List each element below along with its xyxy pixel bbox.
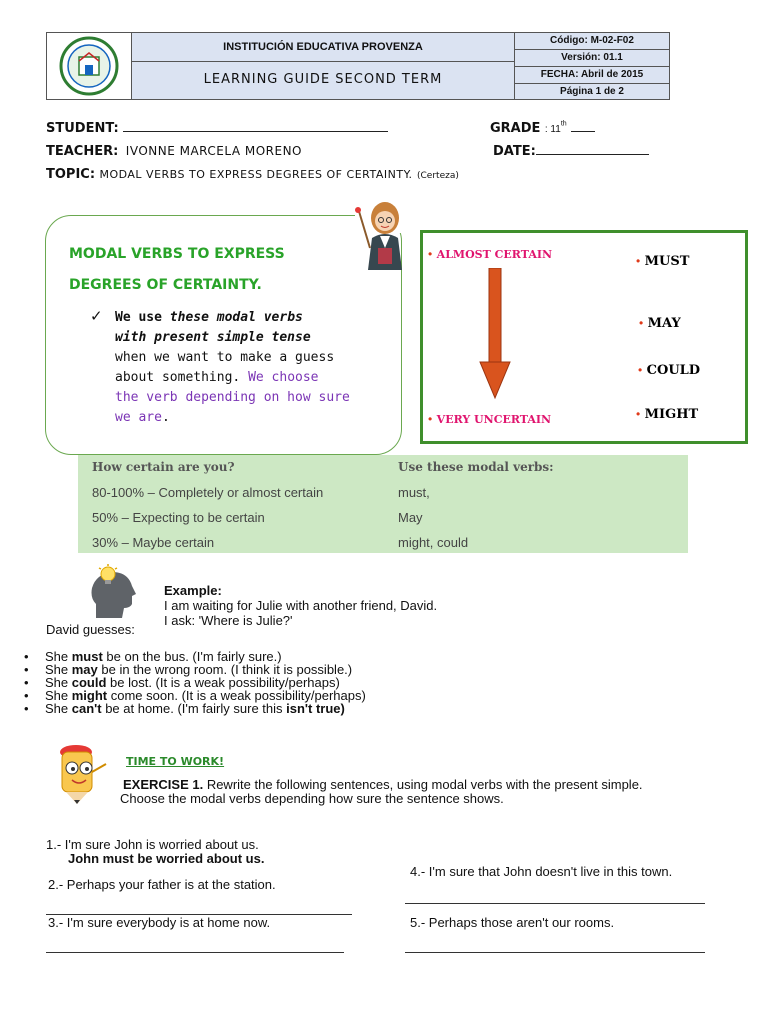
- item-tail: isn't true): [286, 701, 345, 716]
- item-verb: can't: [71, 701, 102, 716]
- very-uncertain-text: VERY UNCERTAIN: [436, 413, 552, 426]
- bullet-dot: •: [638, 363, 643, 377]
- exercise-label: EXERCISE 1.: [123, 777, 204, 792]
- bubble-text-2: with present simple tense: [115, 330, 311, 345]
- doc-version: Versión: 01.1: [515, 50, 669, 67]
- teacher-with-pointer-icon: [350, 198, 420, 273]
- question-5: 5.- Perhaps those aren't our rooms.: [410, 915, 615, 930]
- table-row-1-certainty: 80-100% – Completely or almost certain: [92, 485, 324, 500]
- header-table: [46, 32, 670, 100]
- question-1: 1.- I'm sure John is worried about us.: [46, 837, 259, 852]
- grade-field[interactable]: [571, 121, 595, 132]
- teacher-illustration: [350, 198, 420, 273]
- table-row-2-certainty: 50% – Expecting to be certain: [92, 510, 265, 525]
- example-label: Example:: [164, 583, 222, 598]
- item-verb: must: [71, 649, 103, 664]
- student-name-field[interactable]: [123, 121, 388, 132]
- bubble-text-4-purple: We choose: [248, 370, 319, 385]
- bubble-text-3: when we want to make a guess: [115, 350, 335, 365]
- time-to-work-heading: TIME TO WORK!: [126, 755, 225, 768]
- student-label: STUDENT:: [46, 121, 119, 136]
- item-verb: might: [71, 688, 108, 703]
- example-line-2: I ask: 'Where is Julie?': [164, 613, 293, 628]
- question-3: 3.- I'm sure everybody is at home now.: [48, 915, 271, 930]
- date-field[interactable]: [536, 144, 649, 155]
- certainty-table: [78, 455, 688, 553]
- check-icon: ✓: [90, 308, 103, 325]
- doc-code: Código: M-02-F02: [515, 33, 669, 50]
- item-post: be on the bus. (I'm fairly sure.): [102, 649, 282, 664]
- teacher-label: TEACHER:: [46, 144, 119, 159]
- teacher-row: [46, 142, 302, 160]
- very-uncertain-label: [428, 410, 551, 428]
- bubble-title-line1: MODAL VERBS TO EXPRESS: [69, 246, 285, 262]
- bullet-dot: •: [639, 316, 644, 330]
- modal-verb-might: [636, 405, 698, 423]
- question-4: 4.- I'm sure that John doesn't live in this town.: [410, 864, 673, 879]
- school-logo: [47, 33, 132, 99]
- bubble-body: [115, 308, 395, 428]
- table-row-3-verbs: might, could: [398, 535, 469, 550]
- guess-intro: David guesses:: [46, 622, 135, 637]
- item-pre: She: [45, 662, 72, 677]
- verb-might: MIGHT: [644, 407, 699, 422]
- item-pre: She: [45, 688, 72, 703]
- guess-list: [20, 650, 366, 715]
- almost-certain-text: ALMOST CERTAIN: [436, 248, 553, 261]
- item-verb: could: [71, 675, 107, 690]
- almost-certain-label: [428, 245, 552, 263]
- item-post: be lost. (It is a weak possibility/perhaps): [106, 675, 340, 690]
- doc-date: FECHA: Abril de 2015: [515, 67, 669, 84]
- date-label: DATE:: [493, 144, 536, 159]
- student-row: [46, 119, 388, 137]
- modal-verb-may: [639, 314, 681, 332]
- answer-line-3[interactable]: [46, 951, 344, 953]
- answer-1: John must be worried about us.: [68, 851, 265, 866]
- bullet-dot: •: [636, 254, 641, 268]
- exercise-instruction-1: [123, 777, 643, 792]
- item-pre: She: [45, 649, 72, 664]
- bubble-text-6-end: .: [161, 410, 170, 425]
- bubble-text-5: the verb depending on how sure: [115, 390, 350, 405]
- teacher-name: IVONNE MARCELA MORENO: [125, 144, 303, 158]
- modal-verb-must: [636, 252, 689, 270]
- verb-may: MAY: [647, 316, 681, 331]
- item-post: be at home. (I'm fairly sure this: [101, 701, 287, 716]
- list-item: [20, 702, 366, 715]
- answer-line-5[interactable]: [405, 951, 705, 953]
- bullet-dot: •: [428, 247, 433, 261]
- date-row: [493, 142, 649, 160]
- bubble-title-line2: DEGREES OF CERTAINTY.: [69, 277, 262, 293]
- grade-suffix: th: [560, 120, 567, 128]
- modal-verb-could: [638, 361, 700, 379]
- guide-title: LEARNING GUIDE SECOND TERM: [203, 72, 443, 87]
- verb-could: COULD: [646, 363, 701, 378]
- item-pre: She: [45, 701, 72, 716]
- example-block: [164, 583, 437, 628]
- exercise-instruction-2: Choose the modal verbs depending how sure the sentence shows.: [120, 791, 504, 806]
- grade-row: [490, 119, 595, 137]
- table-head-certainty: How certain are you?: [92, 460, 235, 474]
- topic-text: MODAL VERBS TO EXPRESS DEGREES OF CERTAINTY.: [99, 168, 413, 181]
- table-head-verbs: Use these modal verbs:: [398, 460, 554, 474]
- example-line-1: I am waiting for Julie with another friend, David.: [164, 598, 438, 613]
- topic-label: TOPIC:: [46, 167, 96, 182]
- school-crest-icon: [47, 33, 131, 99]
- question-2: 2.- Perhaps your father is at the station.: [48, 877, 276, 892]
- table-row-2-verbs: May: [398, 510, 423, 525]
- header-meta-cell: [515, 33, 669, 99]
- bubble-text-1: We use: [115, 310, 170, 325]
- doc-page: Página 1 de 2: [560, 86, 624, 97]
- grade-label: GRADE: [490, 121, 541, 136]
- bullet-dot: •: [636, 407, 641, 421]
- item-post: be in the wrong room. (I think it is possible.): [97, 662, 353, 677]
- bubble-text-1-italic: these modal verbs: [169, 310, 303, 325]
- topic-row: [46, 165, 459, 183]
- verb-must: MUST: [644, 254, 690, 269]
- item-pre: She: [45, 675, 72, 690]
- item-post: come soon. (It is a weak possibility/perhaps): [107, 688, 366, 703]
- answer-line-4[interactable]: [405, 902, 705, 904]
- down-arrow-icon: [478, 268, 512, 400]
- table-row-3-certainty: 30% – Maybe certain: [92, 535, 215, 550]
- exercise-instr-text: Rewrite the following sentences, using modal verbs with the present simple.: [203, 777, 643, 792]
- bubble-text-6: we are: [115, 410, 162, 425]
- header-title-cell: [132, 33, 515, 99]
- institution-name: INSTITUCIÓN EDUCATIVA PROVENZA: [132, 33, 514, 62]
- bullet-dot: •: [428, 412, 433, 426]
- topic-note: (Certeza): [417, 171, 459, 181]
- grade-value: : 11: [544, 124, 561, 135]
- idea-head-icon: [86, 564, 152, 618]
- bubble-text-4: about something.: [115, 370, 249, 385]
- pencil-mascot-icon: [52, 742, 112, 804]
- item-verb: may: [71, 662, 98, 677]
- table-row-1-verbs: must,: [398, 485, 430, 500]
